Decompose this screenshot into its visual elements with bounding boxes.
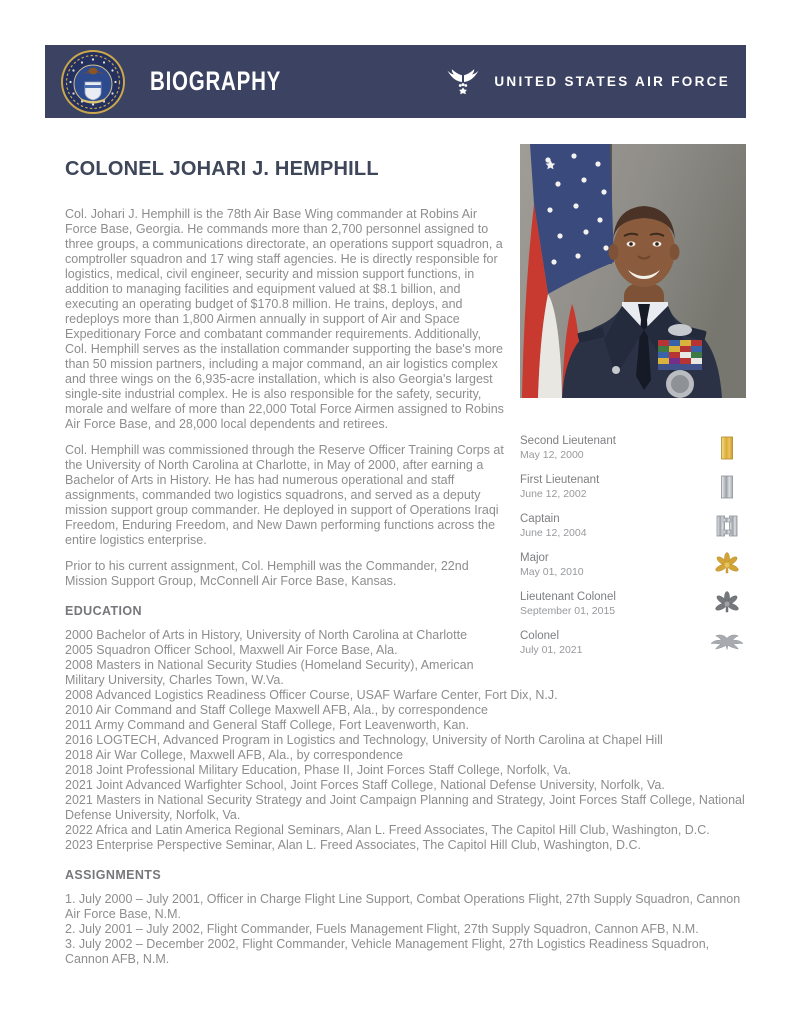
rank-name: Second Lieutenant [520,434,616,447]
biography-label: BIOGRAPHY [150,66,282,96]
education-item: 2021 Masters in National Security Strategy and Joint Campaign Planning and Strategy, Joint Forces Staff College, National Defense University, Norfolk, Va. [65,793,745,822]
education-item: 2016 LOGTECH, Advanced Program in Logistics and Technology, University of North Carolina at Chapel Hill [65,733,663,747]
education-item: 2000 Bachelor of Arts in History, University of North Carolina at Charlotte [65,628,468,642]
double-silver-bars-insignia-icon [710,513,744,539]
assignments-heading: ASSIGNMENTS [65,868,162,882]
promotion-row [520,506,746,545]
promotion-text [520,630,582,656]
promotion-date: May 01, 2010 [520,565,584,578]
promotion-text [520,591,616,617]
promotion-date: July 01, 2021 [520,643,583,656]
promotion-text [520,474,599,500]
page-title: COLONEL JOHARI J. HEMPHILL [65,158,379,180]
promotion-date: June 12, 2002 [520,487,587,500]
header-bar [45,45,746,118]
promotion-text [520,435,616,461]
gold-bar-insignia-icon [710,435,744,461]
assignment-item: 3. July 2002 – December 2002, Flight Commander, Vehicle Management Flight, 27th Logistics Readiness Squadron, Cannon AFB, N.M. [65,937,710,966]
promotion-row [520,584,746,623]
education-item: 2008 Masters in National Security Studies (Homeland Security), American Military University, Charles Town, W.Va. [65,658,474,687]
promotion-row [520,428,746,467]
rank-name: Lieutenant Colonel [520,590,616,603]
promotion-row [520,623,746,662]
education-heading: EDUCATION [65,604,142,618]
education-item: 2018 Joint Professional Military Education, Phase II, Joint Forces Staff College, Norfolk, Va. [65,763,572,777]
promotion-row [520,467,746,506]
promotion-date: September 01, 2015 [520,604,616,617]
official-portrait-photo [520,144,746,398]
education-item: 2023 Enterprise Perspective Seminar, Alan L. Freed Associates, The Capitol Hill Club, Washington, D.C. [65,838,641,852]
biography-paragraph: Col. Johari J. Hemphill is the 78th Air Base Wing commander at Robins Air Force Base, Georgia. He commands more than 2,700 personnel assigned to three groups, a communications directorate, an operations support squadron, a comptroller squadron and 17 wing staff agencies. He is directly responsible for logistics, medical, civil engineer, security and mission support functions, in addition to managing facilities and equipment valued at $8.1 billion, and executing an operating budget of $170.8 million. He trains, deploys, and redeploys more than 1,800 Airmen annually in support of Air and Space Expeditionary Force and combatant commander requirements. Additionally, Col. Hemphill serves as the installation commander supporting the base's more than 50 mission partners, including a major command, an air logistics complex and three wings on the 6,935-acre installation, which is also Georgia's largest single-site industrial complex. He is also responsible for the safety, security, morale and welfare of more than 22,000 Total Force Airmen assigned to Robins Air Force Base, and 28,000 local dependents and retirees. [65,207,504,431]
education-item: 2005 Squadron Officer School, Maxwell Air Force Base, Ala. [65,643,398,657]
education-item: 2008 Advanced Logistics Readiness Officer Course, USAF Warfare Center, Fort Dix, N.J. [65,688,558,702]
main-content [65,158,746,967]
rank-name: First Lieutenant [520,473,600,486]
rank-name: Colonel [520,629,559,642]
air-force-wings-icon [443,68,483,96]
assignment-item: 2. July 2001 – July 2002, Flight Commander, Fuels Management Flight, 27th Supply Squadron, Cannon AFB, N.M. [65,922,699,936]
biography-paragraph: Col. Hemphill was commissioned through the Reserve Officer Training Corps at the University of North Carolina at Charlotte, in May of 2000, after earning a Bachelor of Arts in History. He has had numerous operational and staff assignments, commanded two logistics squadrons, and served as a deputy mission support group commander. He deployed in support of Operations Iraqi Freedom, Enduring Freedom, and New Dawn performing functions across the entire logistics enterprise. [65,443,504,547]
right-column [520,144,746,662]
promotion-date: June 12, 2004 [520,526,587,539]
rank-name: Major [520,551,549,564]
promotion-history-list [520,428,746,662]
silver-bar-insignia-icon [710,474,744,500]
promotion-date: May 12, 2000 [520,448,584,461]
assignment-item: 1. July 2000 – July 2001, Officer in Charge Flight Line Support, Combat Operations Flight, 27th Supply Squadron, Cannon Air Force Base, N.M. [65,892,741,921]
education-item: 2011 Army Command and General Staff College, Fort Leavenworth, Kan. [65,718,469,732]
promotion-row [520,545,746,584]
biography-paragraph: Prior to his current assignment, Col. Hemphill was the Commander, 22nd Mission Support Group, McConnell Air Force Base, Kansas. [65,559,469,588]
air-force-brand [443,68,730,96]
education-item: 2018 Air War College, Maxwell AFB, Ala., by correspondence [65,748,403,762]
education-item: 2021 Joint Advanced Warfighter School, Joint Forces Staff College, National Defense University, Norfolk, Va. [65,778,665,792]
education-item: 2010 Air Command and Staff College Maxwell AFB, Ala., by correspondence [65,703,488,717]
gold-oak-leaf-insignia-icon [710,552,744,578]
brand-wordmark: UNITED STATES AIR FORCE [494,74,730,89]
education-item: 2022 Africa and Latin America Regional Seminars, Alan L. Freed Associates, The Capitol Hill Club, Washington, D.C. [65,823,710,837]
promotion-text [520,513,587,539]
promotion-text [520,552,584,578]
silver-eagle-insignia-icon [710,630,744,656]
assignments-list [65,892,746,967]
silver-oak-leaf-insignia-icon [710,591,744,617]
rank-name: Captain [520,512,560,525]
air-force-seal-icon [60,49,126,115]
